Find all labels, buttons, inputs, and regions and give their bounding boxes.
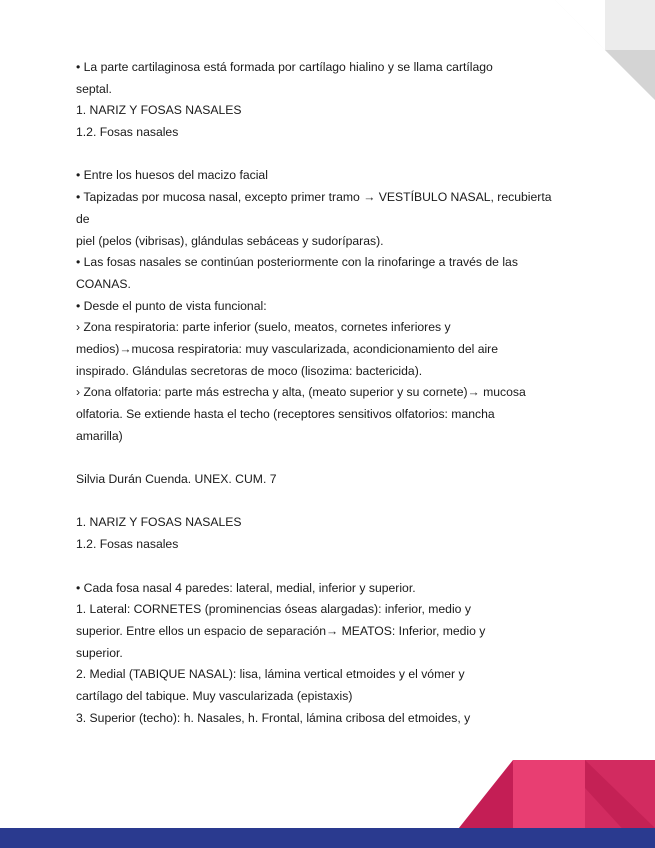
text-line: › Zona respiratoria: parte inferior (suelo, meatos, cornetes inferiores y bbox=[76, 320, 451, 335]
text-line: • La parte cartilaginosa está formada por cartílago hialino y se llama cartílago bbox=[76, 60, 493, 74]
text-line: cartílago del tabique. Muy vascularizada (epistaxis) bbox=[76, 688, 353, 703]
bottom-navy-bar bbox=[0, 828, 655, 848]
document-content bbox=[76, 57, 576, 729]
blank-line bbox=[76, 447, 576, 469]
text-line: inspirado. Glándulas secretoras de moco (lisozima: bactericida). bbox=[76, 363, 423, 378]
text-line: septal. bbox=[76, 81, 112, 96]
text-line: medios)→mucosa respiratoria: muy vascularizada, acondicionamiento del aire bbox=[76, 341, 499, 356]
text-line: piel (pelos (vibrisas), glándulas sebáceas y sudoríparas). bbox=[76, 233, 384, 248]
text-line: 3. Superior (techo): h. Nasales, h. Frontal, lámina cribosa del etmoides, y bbox=[76, 710, 471, 725]
corner-fold-top bbox=[555, 0, 605, 50]
text-line: • Las fosas nasales se continúan posteriormente con la rinofaringe a través de las bbox=[76, 255, 518, 270]
text-line: 1. NARIZ Y FOSAS NASALES bbox=[76, 515, 242, 530]
text-line: 2. Medial (TABIQUE NASAL): lisa, lámina vertical etmoides y el vómer y bbox=[76, 667, 465, 682]
text-line: 1.2. Fosas nasales bbox=[76, 537, 179, 552]
blank-line bbox=[76, 556, 576, 578]
text-line: › Zona olfatoria: parte más estrecha y alta, (meato superior y su cornete)→ mucosa bbox=[76, 385, 526, 400]
blank-line bbox=[76, 491, 576, 513]
corner-fold-shade bbox=[605, 50, 655, 100]
text-line: COANAS. bbox=[76, 276, 131, 291]
text-line: de bbox=[76, 211, 90, 226]
text-line: Silvia Durán Cuenda. UNEX. CUM. 7 bbox=[76, 472, 277, 487]
blank-line bbox=[76, 144, 576, 166]
text-line: 1. Lateral: CORNETES (prominencias óseas alargadas): inferior, medio y bbox=[76, 602, 471, 617]
corner-fold-mid bbox=[605, 0, 655, 50]
bottom-decoration bbox=[0, 748, 655, 848]
text-line: • Desde el punto de vista funcional: bbox=[76, 298, 267, 313]
text-line: superior. bbox=[76, 645, 123, 660]
text-line: olfatoria. Se extiende hasta el techo (receptores sensitivos olfatorios: mancha bbox=[76, 407, 495, 421]
text-line: 1.2. Fosas nasales bbox=[76, 125, 179, 140]
text-line: 1. NARIZ Y FOSAS NASALES bbox=[76, 103, 242, 118]
text-line: • Entre los huesos del macizo facial bbox=[76, 168, 268, 183]
text-line: • Cada fosa nasal 4 paredes: lateral, medial, inferior y superior. bbox=[76, 580, 416, 595]
text-line: • Tapizadas por mucosa nasal, excepto primer tramo → VESTÍBULO NASAL, recubierta bbox=[76, 190, 552, 205]
text-line: amarilla) bbox=[76, 428, 123, 443]
text-line: superior. Entre ellos un espacio de separación→ MEATOS: Inferior, medio y bbox=[76, 623, 486, 638]
